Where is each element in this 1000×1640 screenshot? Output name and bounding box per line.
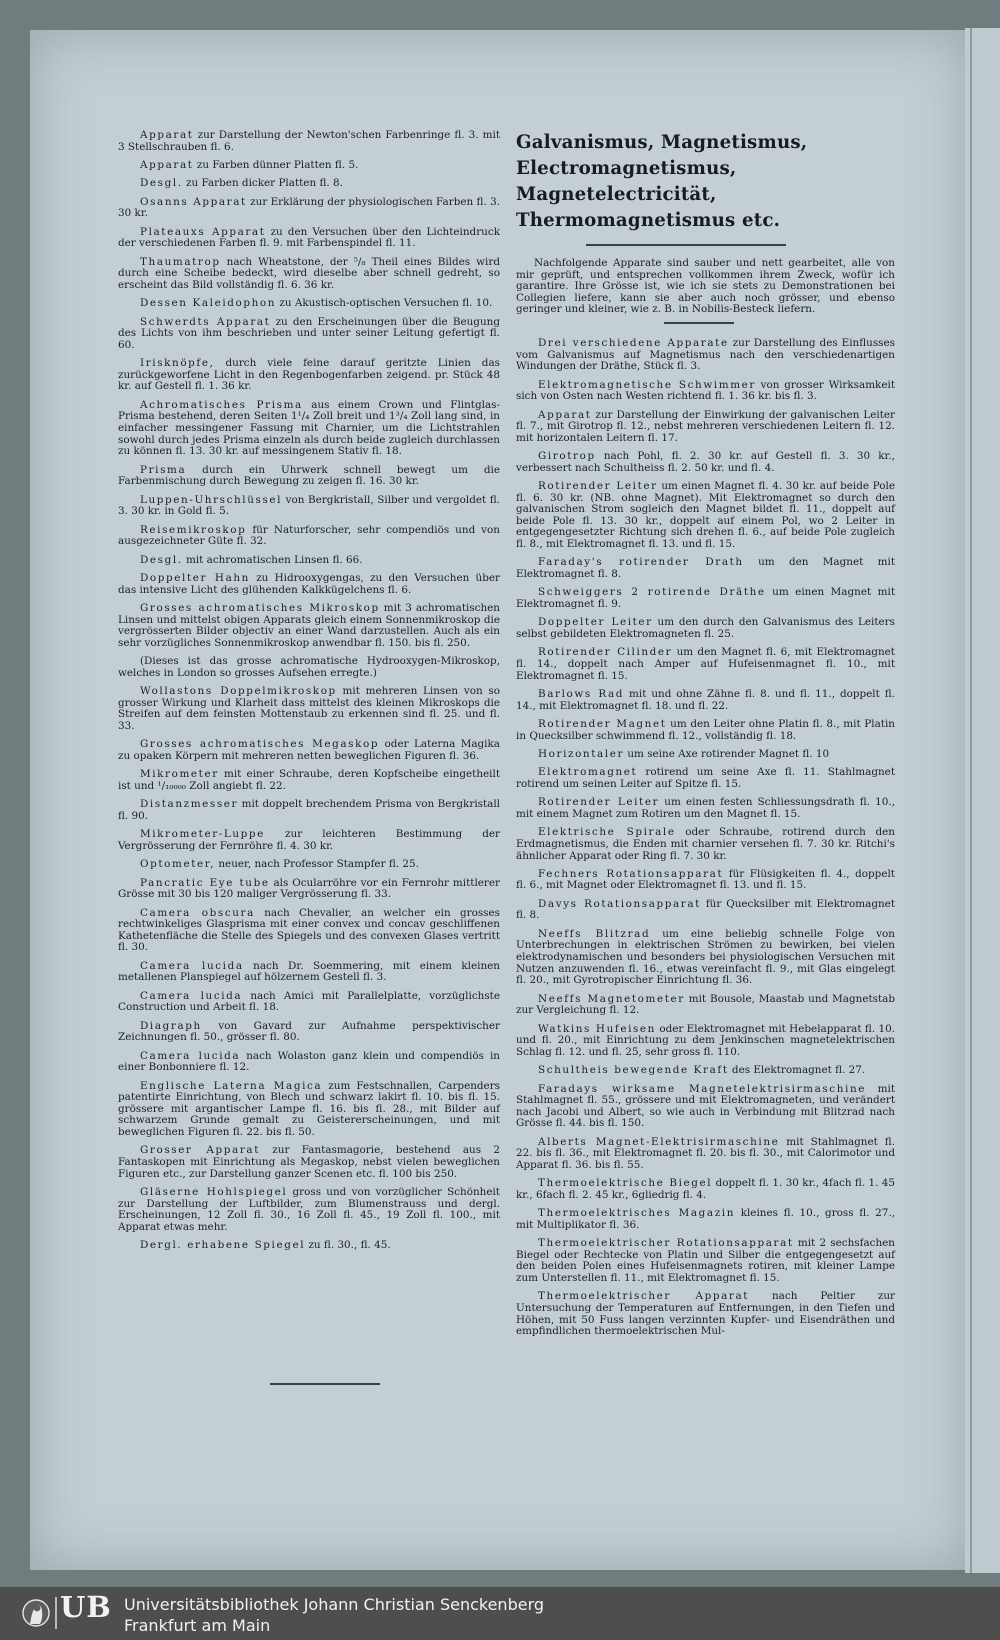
entry-text: nach Pohl, fl. 2. 30 kr. auf Gestell fl. 3. 30 kr., verbessert nach Schultheiss fl. 2. 50 kr. und fl. 4.	[516, 450, 895, 474]
left-entry	[118, 991, 500, 1014]
entry-term: Schweiggers 2 rotirende Dräthe	[538, 586, 766, 599]
page-fold	[970, 28, 972, 1573]
entry-text: kleines fl. 10., gross fl. 27., mit Multiplikator fl. 36.	[516, 1207, 895, 1231]
right-column	[516, 130, 895, 1345]
entry-term: Luppen-Uhrschlüssel	[140, 493, 283, 506]
entry-text: gross und von vorzüglicher Schönheit zur Darstellung der Luftbilder, zum Blumenstrauss und dergl. Erscheinungen, 12 Zoll fl. 30., 16 Zoll fl. 45., 19 Zoll fl. 100., mit Apparat etwas mehr.	[118, 1186, 500, 1233]
entry-text: um seine Axe rotirender Magnet fl. 10	[624, 747, 830, 760]
entry-term: Rotirender Leiter	[538, 796, 660, 809]
entry-text: nach Wheatstone, der ⁵/₈ Theil eines Bildes wird durch eine Scheibe bedeckt, wird dieselbe aber schnell gedreht, so erscheint das Bild vollständig fl. 6. 36 kr.	[118, 255, 500, 291]
left-entry	[118, 160, 500, 172]
left-entry	[118, 525, 500, 548]
left-entry	[118, 1240, 500, 1252]
entry-text: für Naturforscher, sehr compendiös und von ausgezeichneter Güte fl. 32.	[118, 523, 500, 548]
entry-term: Elektrische Spirale	[538, 826, 676, 839]
entry-term: Mikrometer	[140, 768, 219, 781]
entry-term: Rotirender Cilinder	[538, 646, 673, 659]
entry-term: Horizontaler	[538, 747, 625, 760]
entry-text: (Dieses ist das grosse achromatische Hydrooxygen-Mikroskop, welches in London so grosses Aufsehen erregte.)	[118, 655, 500, 679]
right-entry	[516, 767, 895, 790]
entry-term: Osanns Apparat	[140, 195, 247, 208]
left-entry	[118, 878, 500, 901]
right-entry	[516, 869, 895, 892]
entry-term: Thaumatrop	[140, 255, 221, 268]
entry-text: mit mehreren Linsen von so grosser Wirkung und Klarheit dass mittelst des kleinen Mikroskops die Streifen auf dem feinsten Mottenstaub zu erkennen sind fl. 25. und fl. 33.	[118, 685, 500, 732]
left-entry	[118, 908, 500, 954]
right-entry	[516, 1084, 895, 1130]
right-entry	[516, 1208, 895, 1231]
entry-text: zu den Erscheinungen über die Beugung des Lichts von ihm beschrieben und unter seiner Leitung gefertigt fl. 60.	[118, 315, 500, 351]
right-entry	[516, 719, 895, 742]
entry-term: Reisemikroskop	[140, 523, 247, 536]
entry-text: oder Schraube, rotirend durch den Erdmagnetismus, die Enden mit charnier versehen fl. 7. 30 kr. Ritchi's ähnlicher Apparat oder Ring fl. 7. 30 kr.	[516, 826, 896, 862]
entry-term: Prisma	[140, 463, 187, 476]
right-entry	[516, 1024, 895, 1059]
left-entry	[118, 130, 500, 153]
entry-term: Mikrometer-Luppe	[140, 828, 265, 841]
entry-term: Desgl.	[140, 177, 183, 190]
entry-text: mit doppelt brechendem Prisma von Bergkristall fl. 90.	[118, 798, 500, 822]
entry-text: von grosser Wirksamkeit sich von Osten nach Westen richtend fl. 1. 36 kr. bis fl. 3.	[516, 378, 895, 403]
left-entry	[118, 400, 500, 458]
left-entry	[118, 1021, 500, 1044]
entry-text: nach Wolaston ganz klein und compendiös in einer Bonbonniere fl. 12.	[118, 1049, 500, 1074]
entry-text: um eine beliebig schnelle Folge von Unterbrechungen in elektrischen Strömen zu bewirken, bei vielen elektrodynamischen und besonders bei physiologischen Versuchen mit Nutzen anzuwenden fl. 16., etwas vereinfacht fl. 9., mit Glas eingelegt fl. 20., mit Gyrotropischer Einrichtung fl. 36.	[516, 927, 896, 987]
entry-text: um einen festen Schliessungsdrath fl. 10., mit einem Magnet zum Rotiren um den Magnet fl. 15.	[516, 796, 895, 820]
left-entry	[118, 197, 500, 220]
entry-text: mit Stahlmagnet fl. 55., grössere und mit Elektromagneten, und verändert nach Jacobi und Albert, so wie auch in Verbindung mit Blitzrad nach Grösse fl. 44. bis fl. 150.	[516, 1082, 896, 1130]
entry-text: zum Festschnallen, Carpenders patentirte Einrichtung, von Blech und schwarz lakirt fl. 10. bis fl. 15. grössere mit argantischer Lampe fl. 16. bis fl. 28., mit Bilder auf schwarzem Grunde gemalt zu Geistererscheinungen, und mit beweglichen Figuren fl. 22. bis fl. 50.	[118, 1079, 501, 1139]
entry-term: Apparat	[538, 408, 592, 421]
entry-text: mit 3 achromatischen Linsen und mittelst obigen Apparats gleich einem Sonnenmikroskop die vergrösserten Bilder objectiv an einer Wand darzustellen. Auch als ein sehr vorzügliches Sonnenmikroskop anwendbar fl. 150. bis fl. 250.	[118, 601, 500, 649]
right-entry	[516, 647, 895, 682]
entry-term: Faradays wirksame Magnetelektrisirmaschine	[538, 1082, 866, 1095]
entry-text: um den durch den Galvanismus des Leiters selbst gebildeten Elektromagneten fl. 25.	[516, 616, 895, 641]
section-heading: Galvanismus, Magnetismus, Electromagnetismus, Magnetelectricität, Thermomagnetismus etc.	[516, 132, 808, 231]
entry-term: Wollastons Doppelmikroskop	[140, 685, 337, 698]
entry-term: Thermoelektrischer Rotationsapparat	[538, 1237, 794, 1250]
left-entry	[118, 257, 500, 292]
entry-text: für Quecksilber mit Elektromagnet fl. 8.	[516, 897, 895, 922]
entry-text: von Bergkristall, Silber und vergoldet fl. 3. 30 kr. in Gold fl. 5.	[118, 493, 500, 518]
entry-term: Dessen Kaleidophon	[140, 297, 277, 310]
entry-term: Fechners Rotationsapparat	[538, 867, 724, 880]
entry-text: oder Elektromagnet mit Hebelapparat fl. 10. und fl. 20., mit Einrichtung zu dem Jenkinschen magnetelektrischen Schlag fl. 12. und fl. 25, sehr gross fl. 110.	[516, 1022, 895, 1058]
entry-text: mit einer Schraube, deren Kopfscheibe eingetheilt ist und ¹/₁₀₀₀₀ Zoll angiebt fl. 22.	[118, 768, 500, 792]
entry-term: Barlows Rad	[538, 687, 625, 700]
entry-term: Grosses achromatisches Megaskop	[140, 738, 380, 751]
right-entry	[516, 587, 895, 610]
entry-term: Watkins Hufeisen	[538, 1022, 656, 1035]
entry-term: Thermoelektrische Biegel	[538, 1177, 713, 1190]
left-entry	[118, 656, 500, 679]
entry-term: Grosses achromatisches Mikroskop	[140, 601, 380, 614]
left-entry	[118, 603, 500, 649]
entry-term: Elektromagnetische Schwimmer	[538, 378, 756, 391]
left-entry	[118, 799, 500, 822]
right-entry	[516, 338, 895, 373]
right-entry	[516, 1178, 895, 1201]
left-entry	[118, 769, 500, 792]
right-entries	[516, 338, 895, 1338]
left-entry	[118, 859, 500, 871]
entry-term: Gläserne Hohlspiegel	[140, 1186, 288, 1199]
entry-text: nach Chevalier, an welcher ein grosses rechtwinkeliges Glasprisma mit einer convex und concav geschliffenen Kathetenfläche die Stelle des Spiegels und des convexen Glases vertritt fl. 30.	[118, 906, 500, 954]
right-entry	[516, 827, 895, 862]
left-entry	[118, 739, 500, 762]
entry-term: Thermoelektrischer Apparat	[538, 1290, 750, 1303]
left-entry	[118, 1051, 500, 1074]
entry-text: zu Akustisch-optischen Versuchen fl. 10.	[276, 297, 493, 310]
entry-text: zu Farben dicker Platten fl. 8.	[182, 177, 343, 190]
left-entry	[118, 465, 500, 488]
right-entry	[516, 1238, 895, 1284]
right-entry	[516, 1291, 895, 1337]
entry-text: zu Farben dünner Platten fl. 5.	[193, 158, 359, 171]
left-entry	[118, 686, 500, 732]
right-entry	[516, 410, 895, 445]
left-entry	[118, 1145, 500, 1180]
entry-term: Doppelter Hahn	[140, 571, 250, 584]
entry-term: Apparat	[140, 129, 194, 141]
entry-text: mit Bousole, Maastab und Magnetstab zur Vergleichung fl. 12.	[516, 992, 895, 1017]
right-entry	[516, 929, 895, 987]
library-name: Universitätsbibliothek Johann Christian Senckenberg	[124, 1595, 545, 1614]
left-entry	[118, 227, 500, 250]
entry-term: Camera lucida	[140, 1049, 241, 1062]
entry-text: nach Amici mit Parallelplatte, vorzüglichste Construction und Arbeit fl. 18.	[118, 989, 500, 1014]
entry-term: Achromatisches Prisma	[140, 398, 303, 411]
entry-text: um den Magnet mit Elektromagnet fl. 8.	[516, 556, 895, 581]
right-entry	[516, 797, 895, 820]
entry-term: Camera obscura	[140, 906, 255, 919]
entry-text: nach Peltier zur Untersuchung der Temperaturen auf Entfernungen, in den Tiefen und Höhen, mit 50 Fuss langen verzinnten Kupfer- und Eisendräthen und empfindlichen thermoelektrischen Mul-	[516, 1290, 895, 1338]
entry-text: um einen Magnet mit Elektromagnet fl. 9.	[516, 586, 895, 611]
entry-term: Faraday's rotirender Drath	[538, 556, 744, 569]
entry-text: zu Hidrooxygengas, zu den Versuchen über das intensive Licht des glühenden Kalkkügelchens fl. 6.	[118, 571, 500, 596]
entry-term: Grosser Apparat	[140, 1144, 260, 1157]
entry-term: Plateauxs Apparat	[140, 225, 266, 238]
entry-text: durch ein Uhrwerk schnell bewegt um die Farbenmischung durch Bewegung zu zeigen fl. 16. 30 kr.	[118, 463, 500, 488]
entry-term: Camera lucida	[140, 959, 244, 972]
entry-text: des Elektromagnet fl. 27.	[728, 1064, 866, 1077]
entry-text: um den Magnet fl. 6, mit Elektromagnet fl. 14., doppelt nach Amper auf Hufeisenmagnet fl. 10., mit Elektromagnet fl. 15.	[516, 646, 895, 682]
right-entry	[516, 994, 895, 1017]
left-entry	[118, 1081, 500, 1139]
entry-term: Neeffs Magnetometer	[538, 992, 685, 1005]
entry-term: Davys Rotationsapparat	[538, 897, 701, 910]
entry-text: zur Darstellung des Einflusses vom Galvanismus auf Magnetismus nach den verschiedenartigen Windungen der Dräthe, Stück fl. 3.	[516, 336, 895, 373]
entry-text: mit 2 sechsfachen Biegel oder Rechtecke von Platin und Silber die entgegengesetzt auf den beiden Polen eines Hufeisenmagnets rotiren, mit kleiner Lampe zum Unterstellen fl. 11., mit Elektromagnet fl. 15.	[516, 1237, 895, 1285]
right-entry	[516, 1137, 895, 1172]
right-entry	[516, 689, 895, 712]
entry-term: Desgl.	[140, 553, 183, 566]
entry-text: als Ocularröhre vor ein Fernrohr mittlerer Grösse mit 30 bis 120 maliger Vergrösserung fl. 33.	[118, 876, 501, 901]
right-entry	[516, 380, 895, 403]
entry-term: Distanzmesser	[140, 798, 239, 811]
left-entry	[118, 317, 500, 352]
right-entry	[516, 451, 895, 474]
entry-text: zu den Versuchen über den Lichteindruck der verschiedenen Farben fl. 9. mit Farbenspindel fl. 11.	[118, 225, 500, 250]
entry-term: Diagraph	[140, 1019, 202, 1032]
right-entry	[516, 749, 895, 761]
entry-term: Irisknöpfe,	[140, 357, 215, 370]
entry-term: Girotrop	[538, 450, 596, 463]
left-entry	[118, 298, 500, 310]
library-city: Frankfurt am Main	[124, 1616, 271, 1635]
entry-term: Rotirender Leiter	[538, 480, 658, 493]
left-column	[118, 130, 500, 1259]
entry-text: zur leichteren Bestimmung der Vergrösserung der Fernröhre fl. 4. 30 kr.	[118, 828, 500, 852]
entry-text: oder Laterna Magika zu opaken Körpern mit mehreren netten beweglichen Figuren fl. 36.	[118, 738, 500, 762]
intro-rule	[664, 322, 734, 324]
left-entry	[118, 573, 500, 596]
entry-term: Schultheis bewegende Kraft	[538, 1064, 729, 1077]
entry-term: Drei verschiedene Apparate	[538, 336, 729, 349]
entry-text: zur Darstellung der Newton'schen Farbenringe fl. 3. mit 3 Stellschrauben fl. 6.	[118, 129, 500, 153]
entry-text: neuer, nach Professor Stampfer fl. 25.	[215, 858, 419, 871]
entry-text: mit Stahlmagnet fl. 22. bis fl. 36., mit Elektromagnet fl. 20. bis fl. 30., mit Calorimotor und Apparat fl. 36. bis fl. 55.	[516, 1135, 895, 1171]
entry-term: Pancratic Eye tube	[140, 876, 270, 889]
entry-text: von Gavard zur Aufnahme perspektivischer Zeichnungen fl. 50., grösser fl. 80.	[118, 1019, 500, 1044]
entry-text: mit und ohne Zähne fl. 8. und fl. 11., doppelt fl. 14., mit Elektromagnet fl. 18. und fl. 22.	[516, 687, 895, 712]
heading-rule	[586, 244, 786, 246]
entry-term: Rotirender Magnet	[538, 717, 667, 730]
entry-term: Thermoelektrisches Magazin	[538, 1207, 736, 1220]
entry-term: Apparat	[140, 158, 194, 171]
left-entry	[118, 1187, 500, 1233]
entry-term: Doppelter Leiter	[538, 616, 653, 629]
entry-text: zu fl. 30., fl. 45.	[305, 1239, 391, 1252]
entry-text: mit achromatischen Linsen fl. 66.	[182, 553, 363, 566]
entry-text: um den Leiter ohne Platin fl. 8., mit Platin in Quecksilber schwimmend fl. 12., vollständig fl. 18.	[516, 717, 895, 742]
entry-text: für Flüsigkeiten fl. 4., doppelt fl. 6., mit Magnet oder Elektromagnet fl. 13. und fl. 15.	[516, 867, 895, 892]
entry-text: durch viele feine darauf geritzte Linien das zurückgeworfene Licht in den Regenbogenfarben zeigend. pr. Stück 48 kr. auf Gestell fl. 1. 36 kr.	[118, 357, 500, 393]
entry-text: rotirend um seine Axe fl. 11. Stahlmagnet rotirend um seinen Leiter auf Spitze fl. 15.	[516, 766, 895, 790]
right-entry	[516, 1065, 895, 1077]
left-entry	[118, 358, 500, 393]
entry-term: Englische Laterna Magica	[140, 1079, 323, 1092]
section-intro: Nachfolgende Apparate sind sauber und nett gearbeitet, alle von mir geprüft, und entsprechen vollkommen ihrem Zweck, wofür ich garantire. Ihre Grösse ist, wie ich sie stets zu Demonstrationen bei Collegien liefere, kann sie aber auch noch grösser, und ebenso geringer und kleiner, wie z. B. in Nobilis-Besteck liefern.	[516, 257, 895, 316]
right-entry	[516, 899, 895, 922]
entry-term: Camera lucida	[140, 989, 243, 1002]
left-entry	[118, 495, 500, 518]
right-entry	[516, 481, 895, 551]
entry-text: zur Fantasmagorie, bestehend aus 2 Fantaskopen mit Einrichtung als Megaskop, nebst vielen beweglichen Figuren etc., zur Darstellung ganzer Scenen etc. fl. 100 bis 250.	[118, 1144, 500, 1180]
left-entry	[118, 961, 500, 984]
entry-text: doppelt fl. 1. 30 kr., 4fach fl. 1. 45 kr., 6fach fl. 2. 45 kr., 6gliedrig fl. 4.	[516, 1177, 895, 1201]
right-entry	[516, 557, 895, 580]
entry-text: um einen Magnet fl. 4. 30 kr. auf beide Pole fl. 6. 30 kr. (NB. ohne Magnet). Mit Elektromagnet so durch den galvanischen Strom sogleich den Magnet bildet fl. 11., doppelt auf beide Pole fl. 13. 30 kr., doppelt auf einem Pol, wo 2 Leiter in entgegengesetzter Richtung sich drehen fl. 6., auf beide Pole zugleich fl. 8., mit Elektromagnet fl. 13. und fl. 15.	[516, 480, 895, 551]
library-footer	[0, 1587, 1000, 1640]
left-entry	[118, 555, 500, 567]
entry-text: aus einem Crown und Flintglas-Prisma bestehend, deren Seiten 1¹/₄ Zoll breit und 1³/₄ Zoll lang sind, in einfacher messingener Fassung mit Charnier, um die Lichtstrahlen sowohl durch jedes Prisma einzeln als durch beide zugleich durchlassen zu können fl. 13. 30 kr. auf messingenem Stativ fl. 18.	[118, 398, 500, 458]
logo-text: UB	[60, 1590, 112, 1624]
entry-text: zur Darstellung der Einwirkung der galvanischen Leiter fl. 7., mit Girotrop fl. 12., nebst mehreren verschiedenen Leitern fl. 12. mit horizontalen Leitern fl. 17.	[516, 408, 895, 444]
entry-term: Optometer,	[140, 858, 216, 871]
entry-term: Elektromagnet	[538, 766, 638, 779]
entry-term: Schwerdts Apparat	[140, 315, 271, 328]
entry-term: Alberts Magnet-Elektrisirmaschine	[538, 1135, 780, 1148]
left-entry	[118, 178, 500, 190]
entry-text: nach Dr. Soemmering, mit einem kleinen metallenen Planspiegel auf hölzernem Gestell fl. 3.	[118, 959, 500, 984]
entry-term: Dergl. erhabene Spiegel	[140, 1239, 306, 1252]
entry-text: zur Erklärung der physiologischen Farben fl. 3. 30 kr.	[118, 195, 500, 220]
entry-term: Neeffs Blitzrad	[538, 927, 651, 940]
left-entry	[118, 829, 500, 852]
right-entry	[516, 617, 895, 640]
left-end-rule	[270, 1383, 380, 1385]
